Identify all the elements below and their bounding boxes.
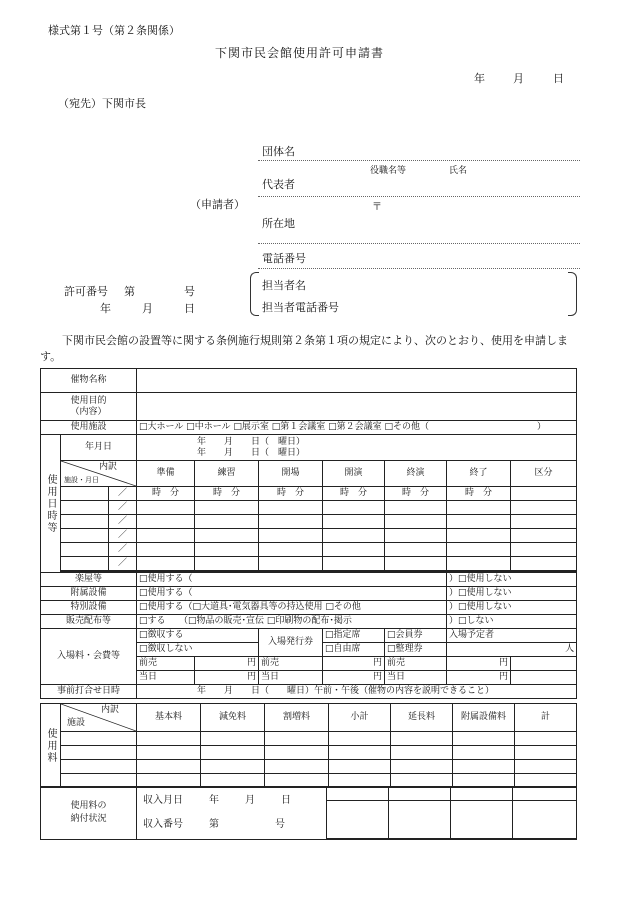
advance-label-3: 前売	[385, 657, 447, 671]
contact-person-label: 担当者名	[262, 279, 306, 292]
permit-label: 許可番号	[64, 285, 108, 298]
fee-col-equipment: 附属設備料	[453, 704, 515, 732]
attached-use[interactable]: □使用する（	[137, 587, 447, 601]
meeting-label: 事前打合せ日時	[41, 685, 137, 699]
advance-label-1: 前売	[137, 657, 195, 671]
col-end: 終演	[385, 461, 447, 487]
admission-label: 入場料・会費等	[41, 629, 137, 685]
org-name-label: 団体名	[262, 145, 295, 158]
slash: ／	[109, 543, 137, 557]
breakdown-header: 内訳 施設・月日	[61, 461, 137, 487]
collect-option[interactable]: □徴収する	[137, 629, 259, 643]
form-number: 様式第１号（第２条関係）	[48, 24, 180, 37]
purpose-field[interactable]	[137, 393, 577, 421]
date-month: 月	[513, 72, 524, 85]
org-name-line	[258, 160, 580, 161]
col-finish: 終了	[447, 461, 511, 487]
yen-2: 円	[323, 657, 385, 671]
phone-line	[258, 268, 580, 269]
yen-6: 円	[447, 671, 511, 685]
dressing-nouse[interactable]: ）□使用しない	[447, 573, 577, 587]
rep-title-label: 役職名等	[370, 166, 407, 176]
fee-col-total: 計	[515, 704, 577, 732]
yen-5: 円	[323, 671, 385, 685]
representative-line	[258, 196, 580, 197]
address-line	[258, 243, 580, 244]
special-use[interactable]: □使用する（□大道具･電気器具等の持込使用 □その他	[137, 601, 447, 615]
permit-go: 号	[184, 285, 195, 298]
permit-dai: 第	[124, 285, 135, 298]
col-prep: 準備	[137, 461, 195, 487]
slash: ／	[109, 501, 137, 515]
address-label: 所在地	[262, 217, 295, 230]
expected-unit: 人	[447, 643, 577, 657]
fee-table	[40, 703, 577, 788]
facility-label: 使用施設	[41, 421, 137, 435]
fee-label: 使用料	[41, 704, 61, 788]
special-label: 特別設備	[41, 601, 137, 615]
dayof-label-1: 当日	[137, 671, 195, 685]
date-field[interactable]: 年 月 日（ 曜日） 年 月 日（ 曜日）	[137, 435, 577, 461]
payment-table	[40, 786, 577, 840]
special-nouse[interactable]: ）□使用しない	[447, 601, 577, 615]
right-bracket	[568, 272, 577, 316]
event-name-field[interactable]	[137, 369, 577, 393]
application-table	[40, 368, 577, 699]
intro-paragraph: 下関市民会館の設置等に関する条例施行規則第２条第１項の規定により、次のとおり、使用を申請します。	[40, 334, 568, 363]
fee-col-subtotal: 小計	[329, 704, 391, 732]
time-cell: 時 分	[137, 487, 195, 501]
dayof-label-3: 当日	[385, 671, 447, 685]
permit-month: 月	[142, 302, 153, 315]
ticket-issue-label: 入場発行券	[259, 629, 323, 657]
page-title: 下関市民会館使用許可申請書	[215, 46, 385, 60]
purpose-label: 使用目的 （内容）	[41, 393, 137, 421]
event-name-label: 催物名称	[41, 369, 137, 393]
slash: ／	[109, 557, 137, 571]
slash: ／	[109, 529, 137, 543]
advance-label-2: 前売	[259, 657, 323, 671]
dayof-label-2: 当日	[259, 671, 323, 685]
yen-1: 円	[195, 657, 259, 671]
member-option[interactable]: □会員券	[385, 629, 447, 643]
date-day: 日	[553, 72, 564, 85]
time-cell: 時 分	[385, 487, 447, 501]
left-bracket	[250, 272, 259, 316]
fee-col-basic: 基本料	[137, 704, 201, 732]
fee-col-discount: 減免料	[201, 704, 265, 732]
sales-yes[interactable]: □する （□物品の販売･宣伝 □印刷物の配布･掲示	[137, 615, 447, 629]
slash: ／	[109, 515, 137, 529]
dressing-use[interactable]: □使用する（	[137, 573, 447, 587]
dressing-label: 楽屋等	[41, 573, 137, 587]
reserved-option[interactable]: □指定席	[323, 629, 385, 643]
meeting-field[interactable]: 年 月 日（ 曜日）午前・午後（催物の内容を説明できること）	[137, 685, 577, 699]
sales-no[interactable]: ）□しない	[447, 615, 577, 629]
slash: ／	[109, 487, 137, 501]
payment-label: 使用料の 納付状況	[41, 787, 137, 840]
col-start: 開演	[323, 461, 385, 487]
payment-details: 収入月日 年 月 日 収入番号 第 号	[137, 787, 327, 840]
time-cell: 時 分	[447, 487, 511, 501]
time-cell: 時 分	[195, 487, 259, 501]
postal-mark: 〒	[372, 202, 382, 213]
rep-name-label: 氏名	[449, 166, 468, 176]
time-cell: 時 分	[259, 487, 323, 501]
expected-label: 入場予定者	[447, 629, 577, 643]
col-rehearsal: 練習	[195, 461, 259, 487]
permit-day: 日	[184, 302, 195, 315]
fee-col-extension: 延長料	[391, 704, 453, 732]
date-label: 年月日	[61, 435, 137, 461]
representative-label: 代表者	[262, 178, 295, 191]
col-open: 開場	[259, 461, 323, 487]
usage-datetime-label: 使用日時等	[41, 435, 61, 573]
free-seat-option[interactable]: □自由席	[323, 643, 385, 657]
attached-nouse[interactable]: ）□使用しない	[447, 587, 577, 601]
facility-options[interactable]: □大ホール □中ホール □展示室 □第１会議室 □第２会議室 □その他（ ）	[137, 421, 577, 435]
applicant-label: （申請者）	[190, 198, 245, 211]
yen-3: 円	[447, 657, 511, 671]
time-cell: 時 分	[323, 487, 385, 501]
contact-phone-label: 担当者電話番号	[262, 301, 339, 314]
permit-year: 年	[100, 302, 111, 315]
date-year: 年	[474, 72, 485, 85]
sales-label: 販売配布等	[41, 615, 137, 629]
attached-label: 附属設備	[41, 587, 137, 601]
col-category: 区分	[511, 461, 577, 487]
fee-col-surcharge: 割増料	[265, 704, 329, 732]
fee-breakdown-header: 内訳 施設	[61, 704, 137, 732]
numbered-option[interactable]: □整理券	[385, 643, 447, 657]
phone-label: 電話番号	[262, 252, 306, 265]
yen-4: 円	[195, 671, 259, 685]
addressee: （宛先）下関市長	[58, 97, 146, 110]
no-collect-option[interactable]: □徴収しない	[137, 643, 259, 657]
